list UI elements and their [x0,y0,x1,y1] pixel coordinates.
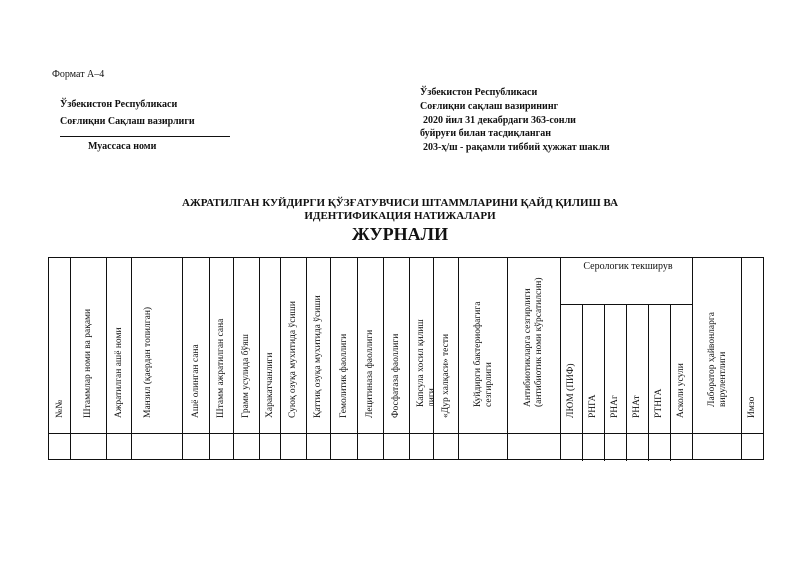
column-header-liquid-medium: Суюқ озуқа мухитида ўсиши [288,301,298,418]
title-line1: АЖРАТИЛГАН КУЙДИРГИ ҚЎЗҒАТУВЧИСИ ШТАММЛАРИНИ ҚАЙД ҚИЛИШ ВА [181,197,619,209]
journal-title: ЖУРНАЛИ [351,224,449,244]
column-header-gram-stain: Грамм усулида бўяш [241,334,251,418]
column-header-lum: ЛЮМ (ПИФ) [566,363,576,418]
column-header-phosphatase: Фосфатаза фаоллиги [391,333,401,418]
column-header-bacteriophage: Куйдирги бактериофагига сезгирлиги [472,301,494,407]
column-header-signature: Имзо [747,396,757,418]
left-header-line1: Ўзбекистон Республикаси [60,99,178,110]
column-header-isolation-date: Штамм ажратилган сана [216,318,226,418]
column-header-sample-date: Ашё олинган сана [190,344,201,418]
right-header-line4: буйруғи билан тасдиқланган [420,128,551,139]
column-header-number: №№ [54,399,65,418]
column-header-rtnga: РТНГА [654,388,664,418]
right-header-line1: Ўзбекистон Республикаси [420,87,538,98]
column-header-virulence: Лаборатор ҳайвонларга вирулентлиги [706,312,728,407]
column-header-hemolytic: Гемолитик фаоллиги [338,333,349,418]
format-label: Формат А–4 [52,69,105,80]
registration-table [48,257,764,460]
serology-group-header: Серологик текширув [583,261,673,272]
column-header-lecithinase: Лецитиназа фаоллиги [365,329,375,418]
column-header-strain-name: Штаммлар номи ва рақами [83,308,93,418]
column-header-antibiotics: Антибиотикларга сезгирлиги (антибиотик номи кўрсатилсин) [522,277,544,407]
column-header-rnga: РНГА [588,394,598,418]
institution-label: Муассаса номи [88,141,157,152]
column-header-address: Манзил (қаердан топилган) [142,306,153,418]
right-header-line5: 203-ҳ/ш - рақамли тиббий ҳужжат шакли [423,142,610,153]
column-header-solid-medium: Қаттиқ озуқа мухитида ўсиши [313,295,323,418]
institution-underline [60,136,230,137]
column-header-rnag: РНАг [610,395,620,418]
column-header-capsule: Капсула хосил қилиш лиги [416,319,437,407]
column-header-rnat: РНАт [632,395,642,418]
column-header-motility: Харакатчанлиги [264,352,275,418]
column-header-ascoli: Асколи усули [676,363,686,418]
right-header-line2: Соғлиқни сақлаш вазирининг [420,101,559,112]
column-header-pearl-test: «Дур халқаси» тести [440,333,451,418]
column-header-material-name: Ажратилган ашё номи [113,327,124,418]
title-line2: ИДЕНТИФИКАЦИЯ НАТИЖАЛАРИ [304,210,496,222]
left-header-line2: Соғлиқни Сақлаш вазирлиги [60,116,195,127]
right-header-line3: 2020 йил 31 декабрдаги 363-сонли [423,115,576,126]
